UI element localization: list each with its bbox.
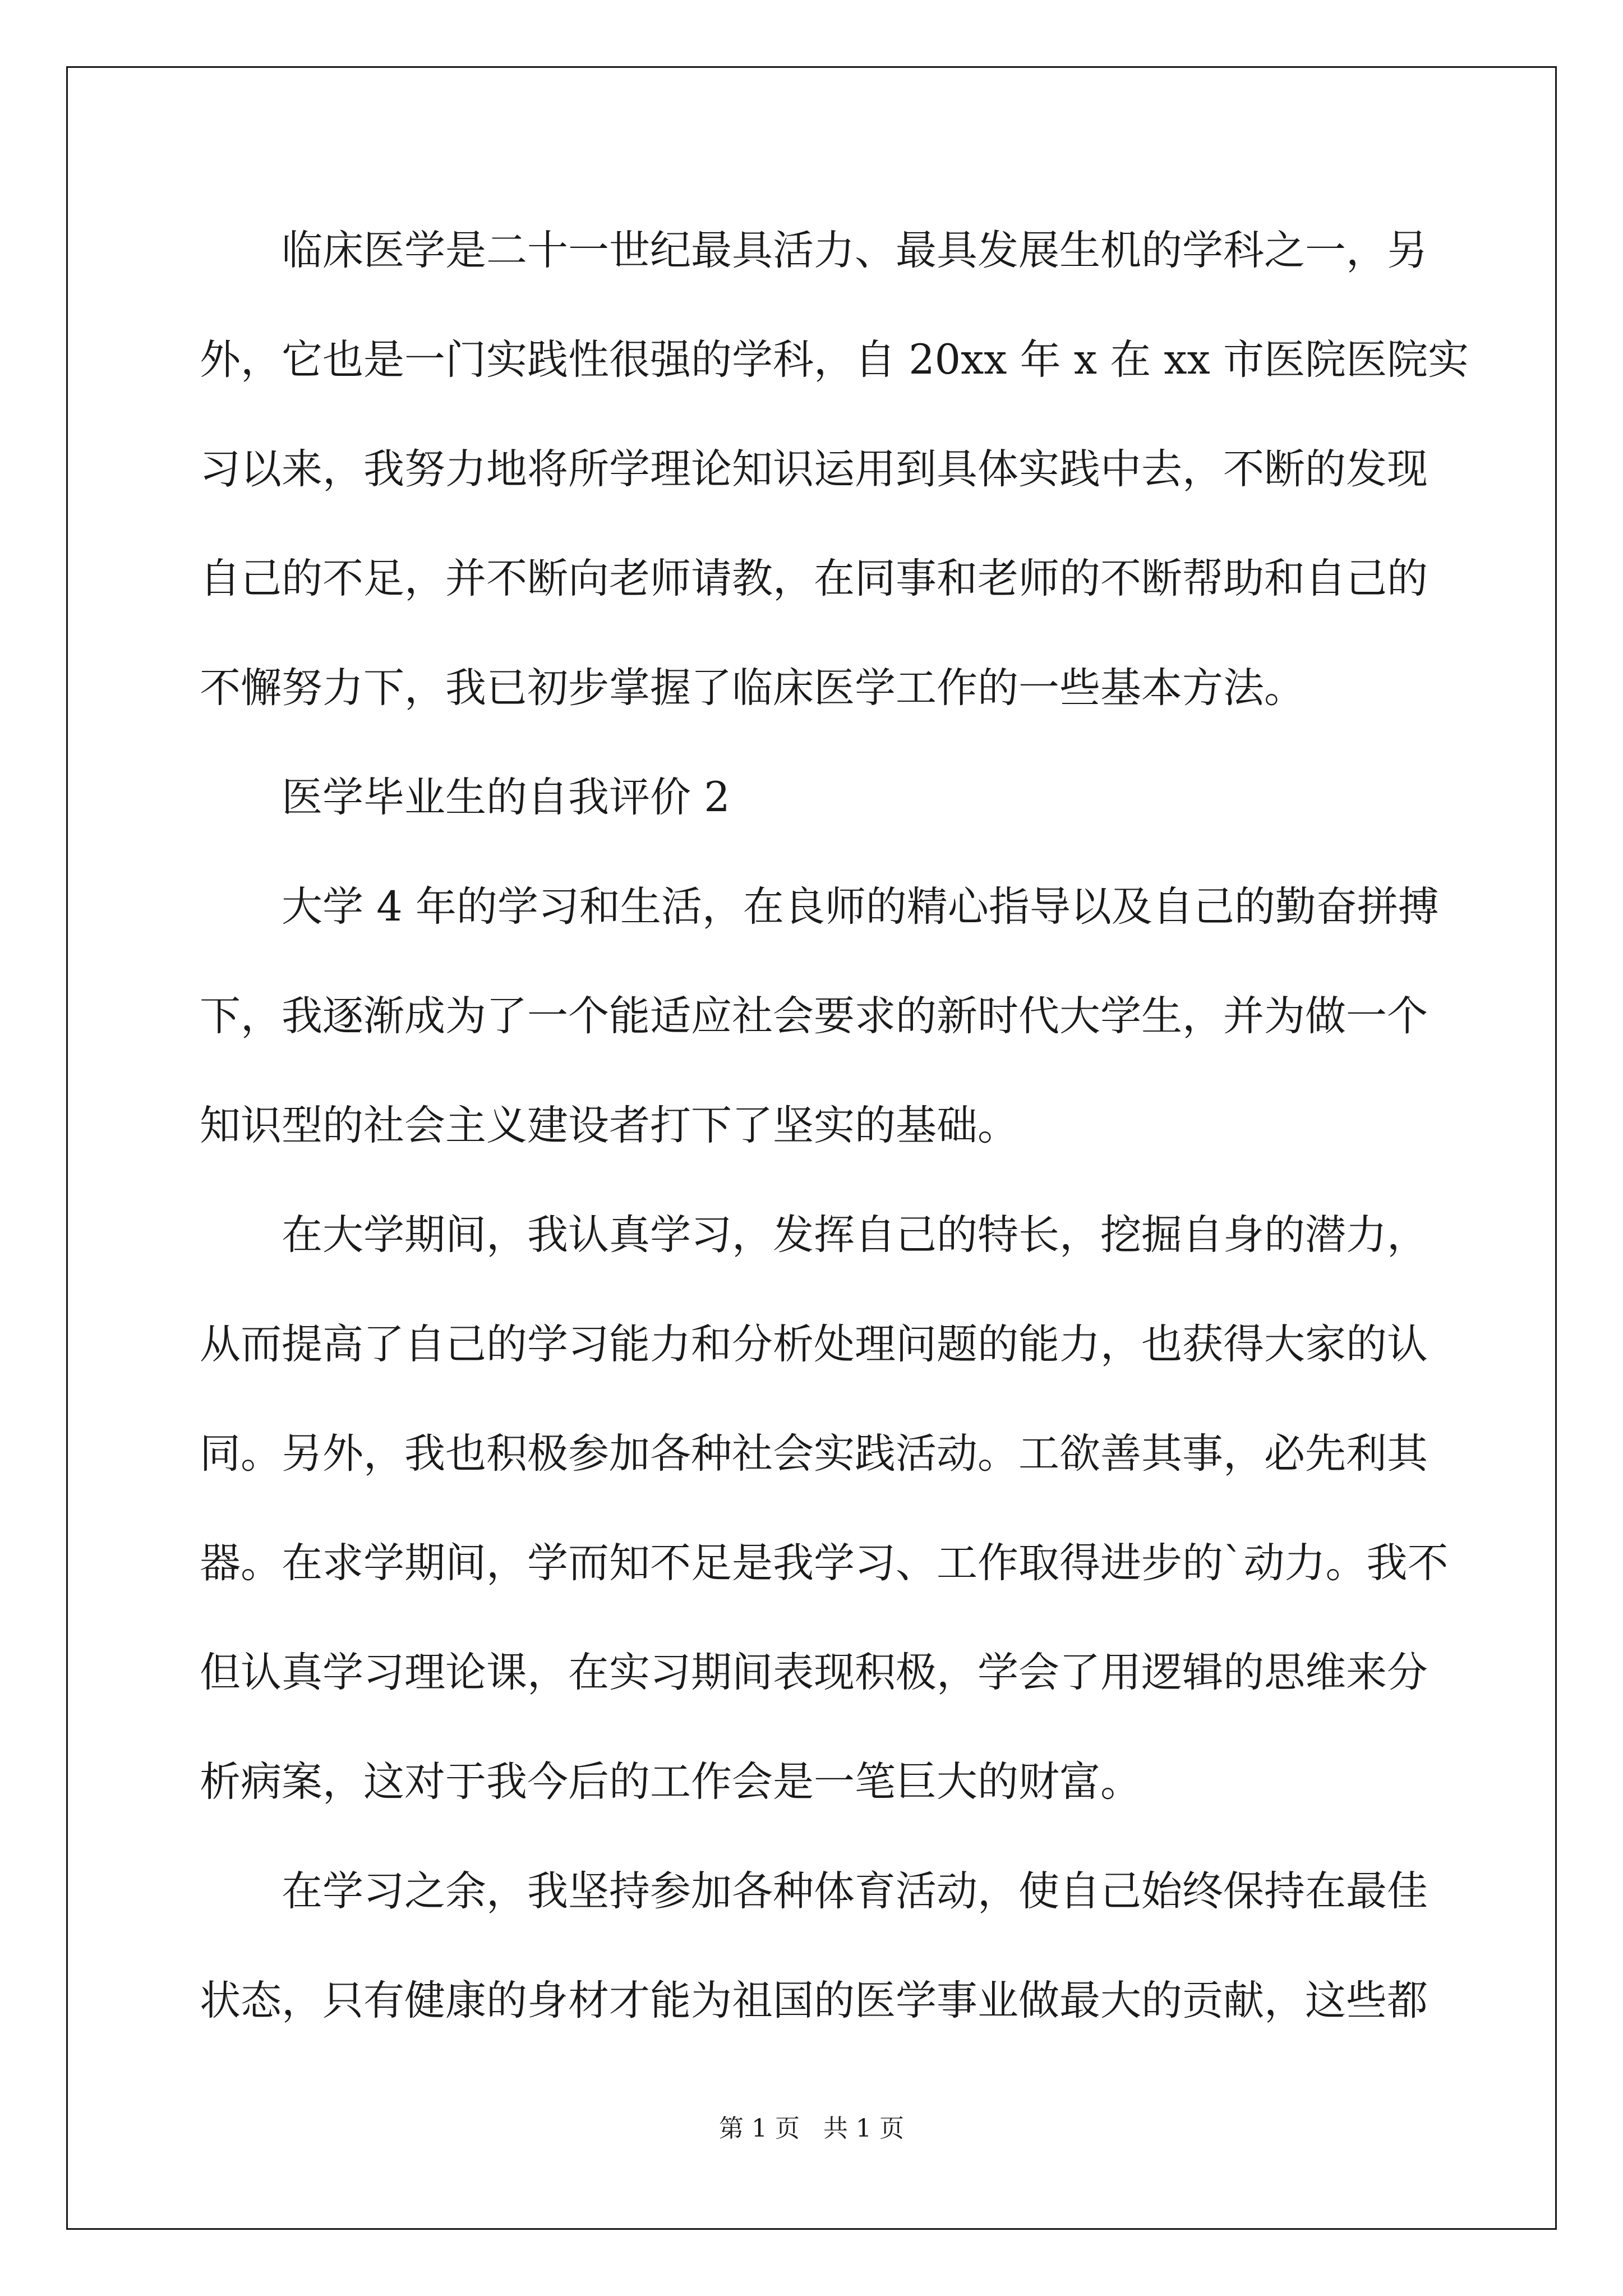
paragraph-4-line-1: 在学习之余，我坚持参加各种体育活动，使自己始终保持在最佳 bbox=[282, 1867, 1428, 1915]
page-footer: 第 1 页 共 1 页 bbox=[719, 2114, 904, 2143]
paragraph-1-line-1: 临床医学是二十一世纪最具活力、最具发展生机的学科之一，另 bbox=[282, 227, 1428, 274]
paragraph-3-line-6: 析病案，这对于我今后的工作会是一笔巨大的财富。 bbox=[200, 1758, 1141, 1806]
paragraph-2-line-2: 下，我逐渐成为了一个能适应社会要求的新时代大学生，并为做一个 bbox=[200, 992, 1428, 1040]
paragraph-1-line-4: 自己的不足，并不断向老师请教，在同事和老师的不断帮助和自己的 bbox=[200, 555, 1428, 602]
paragraph-2-line-1: 大学 4 年的学习和生活，在良师的精心指导以及自己的勤奋拼搏 bbox=[282, 883, 1439, 931]
paragraph-1-line-5: 不懈努力下，我已初步掌握了临床医学工作的一些基本方法。 bbox=[200, 664, 1305, 712]
paragraph-3-line-5: 但认真学习理论课，在实习期间表现积极，学会了用逻辑的思维来分 bbox=[200, 1649, 1428, 1696]
paragraph-1-line-3: 习以来，我努力地将所学理论知识运用到具体实践中去，不断的发现 bbox=[200, 445, 1428, 493]
paragraph-4-line-2: 状态，只有健康的身材才能为祖国的医学事业做最大的贡献，这些都 bbox=[200, 1977, 1428, 2024]
paragraph-3-line-2: 从而提高了自己的学习能力和分析处理问题的能力，也获得大家的认 bbox=[200, 1320, 1428, 1368]
section-heading: 医学毕业生的自我评价 2 bbox=[282, 774, 730, 821]
paragraph-3-line-3: 同。另外，我也积极参加各种社会实践活动。工欲善其事，必先利其 bbox=[200, 1430, 1428, 1478]
paragraph-3-line-1: 在大学期间，我认真学习，发挥自己的特长，挖掘自身的潜力， bbox=[282, 1211, 1428, 1259]
paragraph-1-line-2: 外，它也是一门实践性很强的学科，自 20xx 年 x 在 xx 市医院医院实 bbox=[200, 336, 1469, 384]
paragraph-2-line-3: 知识型的社会主义建设者打下了坚实的基础。 bbox=[200, 1102, 1018, 1149]
paragraph-3-line-4: 器。在求学期间，学而知不足是我学习、工作取得进步的`动力。我不 bbox=[200, 1539, 1449, 1587]
